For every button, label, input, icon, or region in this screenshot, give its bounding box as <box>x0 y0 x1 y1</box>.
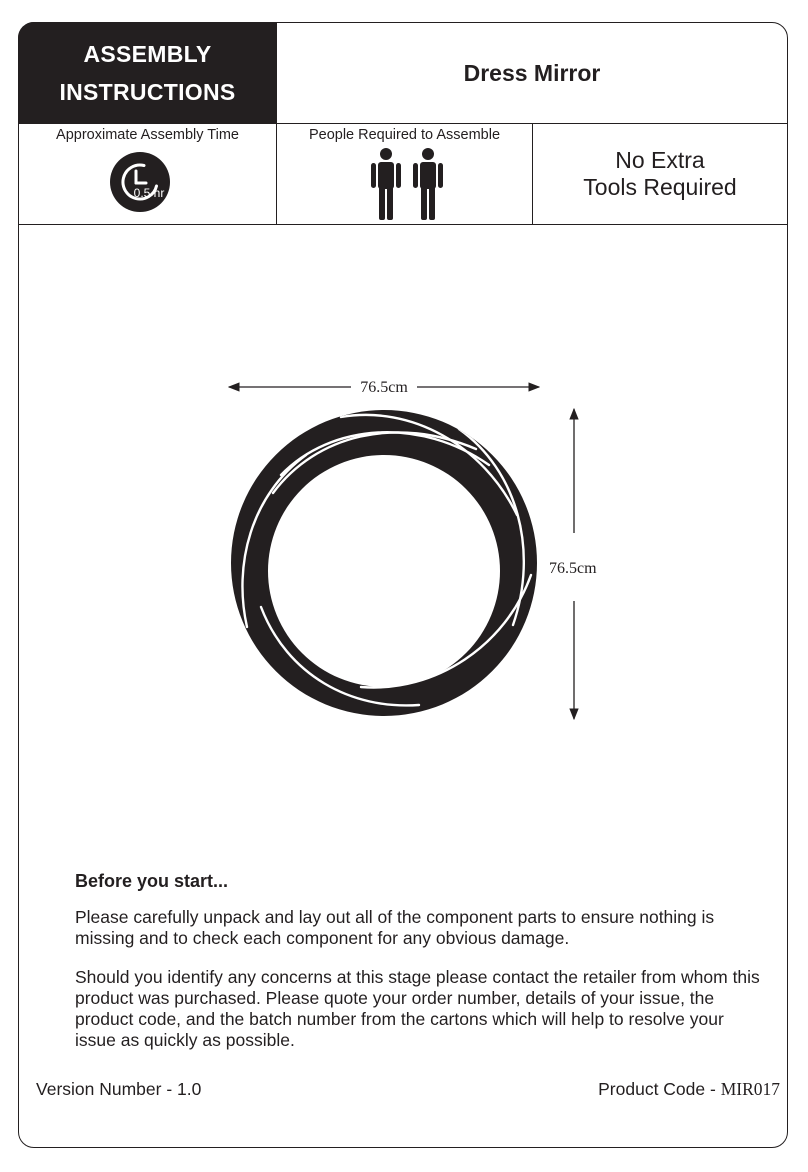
assembly-time-value: 0.5 hr <box>133 186 165 200</box>
width-dimension: 76.5cm <box>360 379 408 396</box>
unpack-paragraph: Please carefully unpack and lay out all of the component parts to ensure nothing is missing and to check each component for any obvious damage. <box>75 907 715 948</box>
mirror-ring <box>231 410 537 716</box>
mirror-diagram <box>221 375 601 725</box>
title-block <box>18 22 277 124</box>
person-icon <box>413 148 443 220</box>
no-tools-line-2: Tools Required <box>583 173 737 200</box>
clock-icon <box>109 151 171 213</box>
title-line-1: ASSEMBLY <box>83 41 212 67</box>
instruction-sheet <box>18 22 788 1148</box>
divider-bottom <box>19 224 787 225</box>
product-code-label: Product Code - <box>598 1079 721 1099</box>
people-required-label: People Required to Assemble <box>308 127 501 143</box>
title-line-2: INSTRUCTIONS <box>59 79 236 105</box>
assembly-time-label: Approximate Assembly Time <box>56 127 239 143</box>
version-number: Version Number - 1.0 <box>36 1079 202 1099</box>
no-tools-line-1: No Extra <box>615 146 705 173</box>
no-tools-notice <box>533 123 787 224</box>
people-icon <box>371 148 447 222</box>
product-name: Dress Mirror <box>463 59 601 86</box>
person-icon <box>371 148 401 220</box>
concerns-paragraph: Should you identify any concerns at this stage please contact the retailer from whom this product was purchased. Please quote your order number, details of your issue, the product code, and the batch number from the cartons which will help to resolve your issue as quickly as possible. <box>75 967 760 1050</box>
before-you-start-heading: Before you start... <box>75 871 229 891</box>
product-code-value: MIR017 <box>720 1079 780 1099</box>
height-dimension: 76.5cm <box>549 560 597 577</box>
product-code <box>598 1079 780 1100</box>
